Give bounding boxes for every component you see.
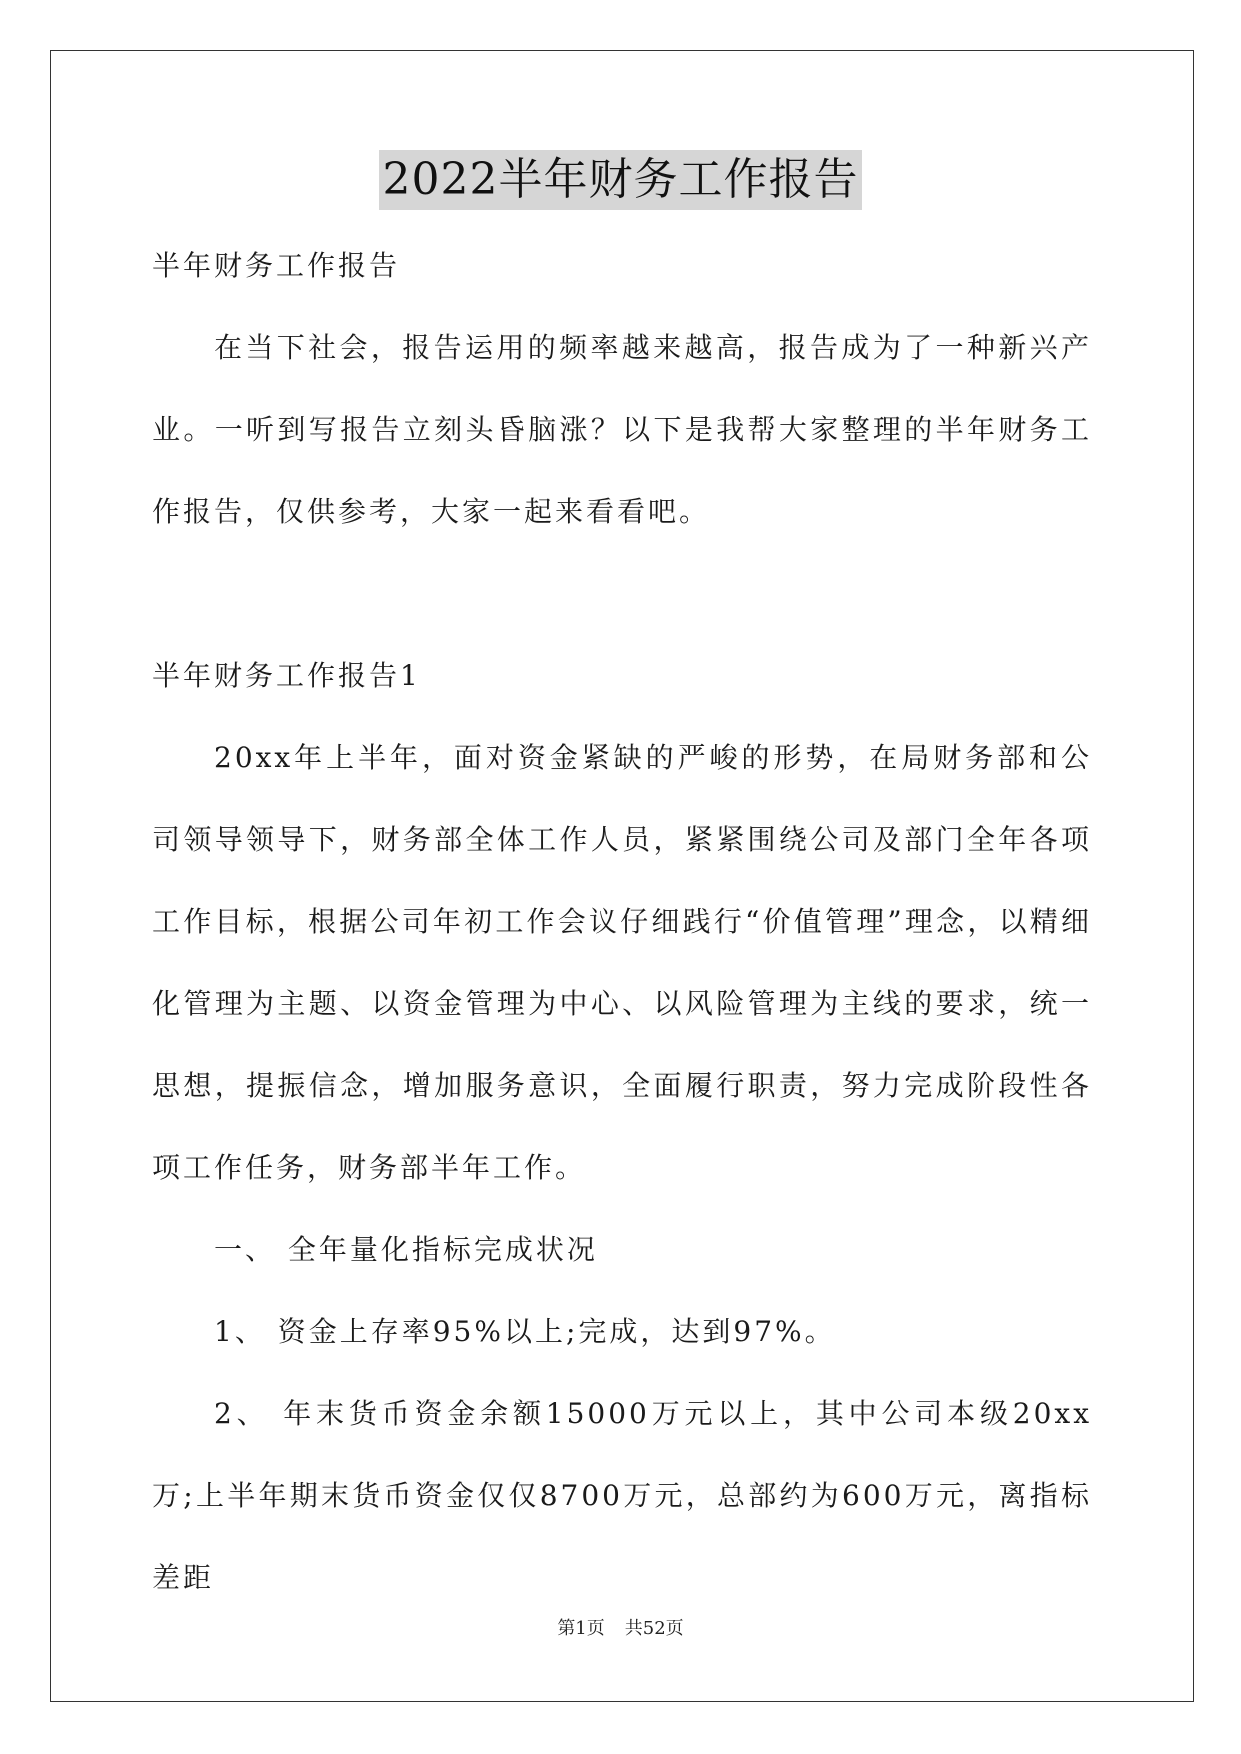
list-item: 2、 年末货币资金余额15000万元以上，其中公司本级20xx万;上半年期末货币资金仅仅8700万元，总部约为600万元，离指标差距 <box>152 1397 1092 1594</box>
page-total: 共52页 <box>624 1618 684 1639</box>
title-container <box>0 150 1241 210</box>
section-heading: 半年财务工作报告1 <box>152 659 421 692</box>
report-section <box>152 635 1092 1619</box>
document-body <box>152 225 1092 553</box>
body-paragraph: 20xx年上半年，面对资金紧缺的严峻的形势，在局财务部和公司领导领导下，财务部全体工作人员，紧紧围绕公司及部门全年各项工作目标，根据公司年初工作会议仔细践行“价值管理”理念，以精细化管理为主题、以资金管理为中心、以风险管理为主线的要求，统一思想，提振信念，增加服务意识，全面履行职责，努力完成阶段性各项工作任务，财务部半年工作。 <box>152 741 1092 1184</box>
document-title: 2022半年财务工作报告 <box>379 150 863 210</box>
intro-paragraph: 在当下社会，报告运用的频率越来越高，报告成为了一种新兴产业。一听到写报告立刻头昏脑涨？以下是我帮大家整理的半年财务工作报告，仅供参考，大家一起来看看吧。 <box>152 331 1092 528</box>
list-heading: 一、 全年量化指标完成状况 <box>214 1233 598 1266</box>
list-item: 1、 资金上存率95%以上;完成，达到97%。 <box>214 1315 836 1348</box>
page-footer <box>0 1614 1241 1640</box>
subtitle: 半年财务工作报告 <box>152 249 401 282</box>
page-number: 第1页 <box>557 1618 605 1639</box>
